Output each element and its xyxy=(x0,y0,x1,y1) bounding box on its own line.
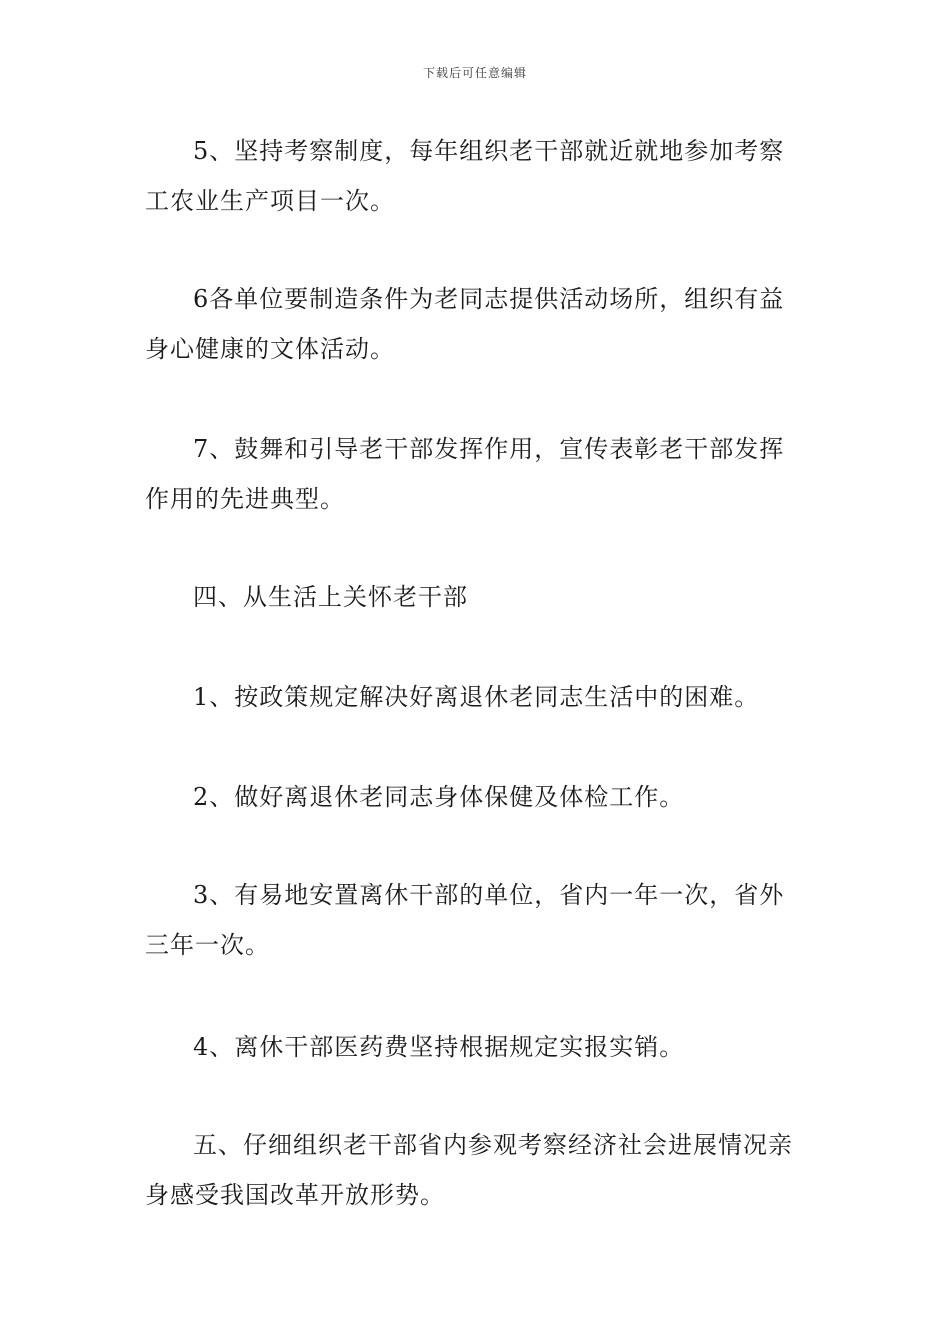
section-heading-4-life-care: 四、从生活上关怀老干部 xyxy=(193,583,468,611)
paragraph-item-3-relocated-cadres: 3、有易地安置离休干部的单位，省内一年一次，省外三年一次。 xyxy=(145,881,785,959)
section-heading-5-provincial-visits: 五、仔细组织老干部省内参观考察经济社会进展情况亲身感受我国改革开放形势。 xyxy=(145,1131,793,1209)
paragraph-item-5-inspection-system: 5、坚持考察制度，每年组织老干部就近就地参加考察工农业生产项目一次。 xyxy=(145,137,785,215)
paragraph-item-4-medical-expenses: 4、离休干部医药费坚持根据规定实报实销。 xyxy=(193,1033,685,1061)
paragraph-item-6-activity-venues: 6各单位要制造条件为老同志提供活动场所，组织有益身心健康的文体活动。 xyxy=(145,285,785,363)
paragraph-item-7-encourage-role: 7、鼓舞和引导老干部发挥作用，宣传表彰老干部发挥作用的先进典型。 xyxy=(145,435,785,513)
paragraph-item-1-solve-difficulties: 1、按政策规定解决好离退休老同志生活中的困难。 xyxy=(193,683,760,711)
paragraph-item-2-health-checkup: 2、做好离退休老同志身体保健及体检工作。 xyxy=(193,783,685,811)
page-header: 下载后可任意编辑 xyxy=(422,66,527,80)
